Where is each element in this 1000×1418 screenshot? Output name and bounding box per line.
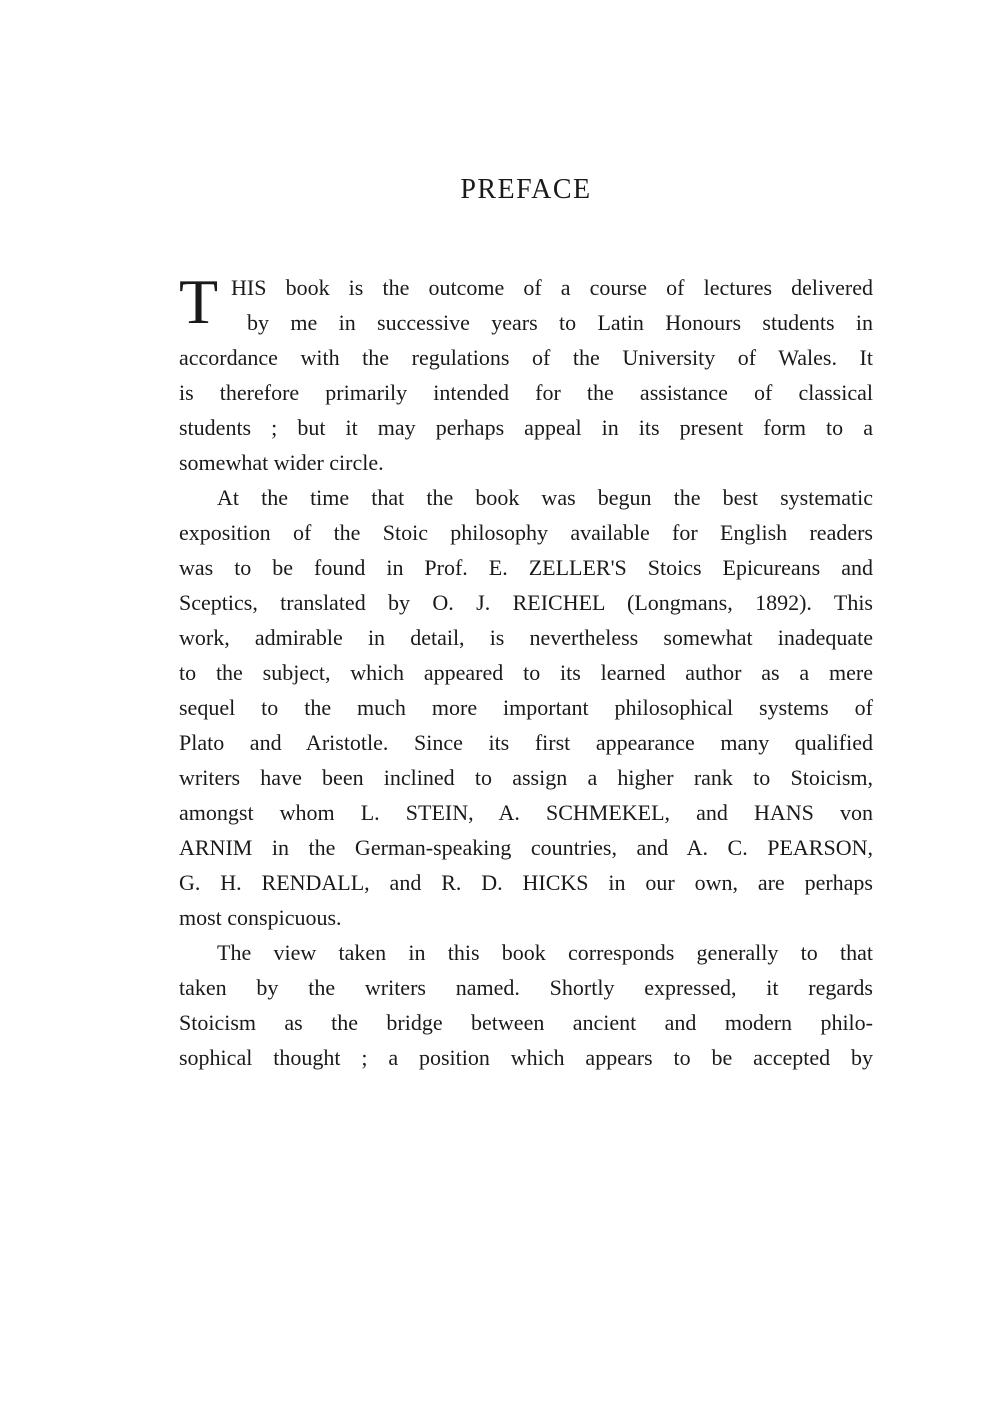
text-line: Plato and Aristotle. Since its first appearance many qualified [179, 730, 873, 755]
text-line: Sceptics, translated by O. J. REICHEL (Longmans, 1892). This [179, 590, 873, 615]
page-title: PREFACE [460, 174, 592, 205]
text-line: to the subject, which appeared to its learned author as a mere [179, 660, 873, 685]
drop-cap: T [179, 266, 219, 337]
text-line: sequel to the much more important philosophical systems of [179, 695, 873, 720]
text-line: G. H. RENDALL, and R. D. HICKS in our own, are perhaps [179, 870, 873, 895]
text-line: is therefore primarily intended for the assistance of classical [179, 380, 873, 405]
paragraph-1 [179, 266, 873, 480]
text-line: taken by the writers named. Shortly expressed, it regards [179, 975, 873, 1000]
text-line: amongst whom L. STEIN, A. SCHMEKEL, and HANS von [179, 800, 873, 825]
text-line: exposition of the Stoic philosophy available for English readers [179, 520, 873, 545]
text-line: writers have been inclined to assign a higher rank to Stoicism, [179, 765, 873, 790]
text-line: ARNIM in the German-speaking countries, and A. C. PEARSON, [179, 835, 873, 860]
text-line: students ; but it may perhaps appeal in its present form to a [179, 415, 873, 440]
text-line: was to be found in Prof. E. ZELLER'S Stoics Epicureans and [179, 555, 873, 580]
text-line: most conspicuous. [179, 905, 342, 930]
text-line: somewhat wider circle. [179, 450, 384, 475]
text-line: by me in successive years to Latin Honours students in [247, 310, 873, 335]
text-line: Stoicism as the bridge between ancient and modern philo- [179, 1010, 873, 1035]
text-line: At the time that the book was begun the best systematic [217, 485, 873, 510]
paragraph-3 [179, 935, 873, 1075]
text-line: accordance with the regulations of the University of Wales. It [179, 345, 873, 370]
page-body [179, 266, 873, 1075]
text-line: sophical thought ; a position which appears to be accepted by [179, 1045, 873, 1070]
text-line: work, admirable in detail, is nevertheless somewhat inadequate [179, 625, 873, 650]
text-line: The view taken in this book corresponds generally to that [217, 940, 873, 965]
paragraph-2 [179, 480, 873, 935]
text-line-content: HIS book is the outcome of a course of lectures delivered [231, 275, 873, 300]
